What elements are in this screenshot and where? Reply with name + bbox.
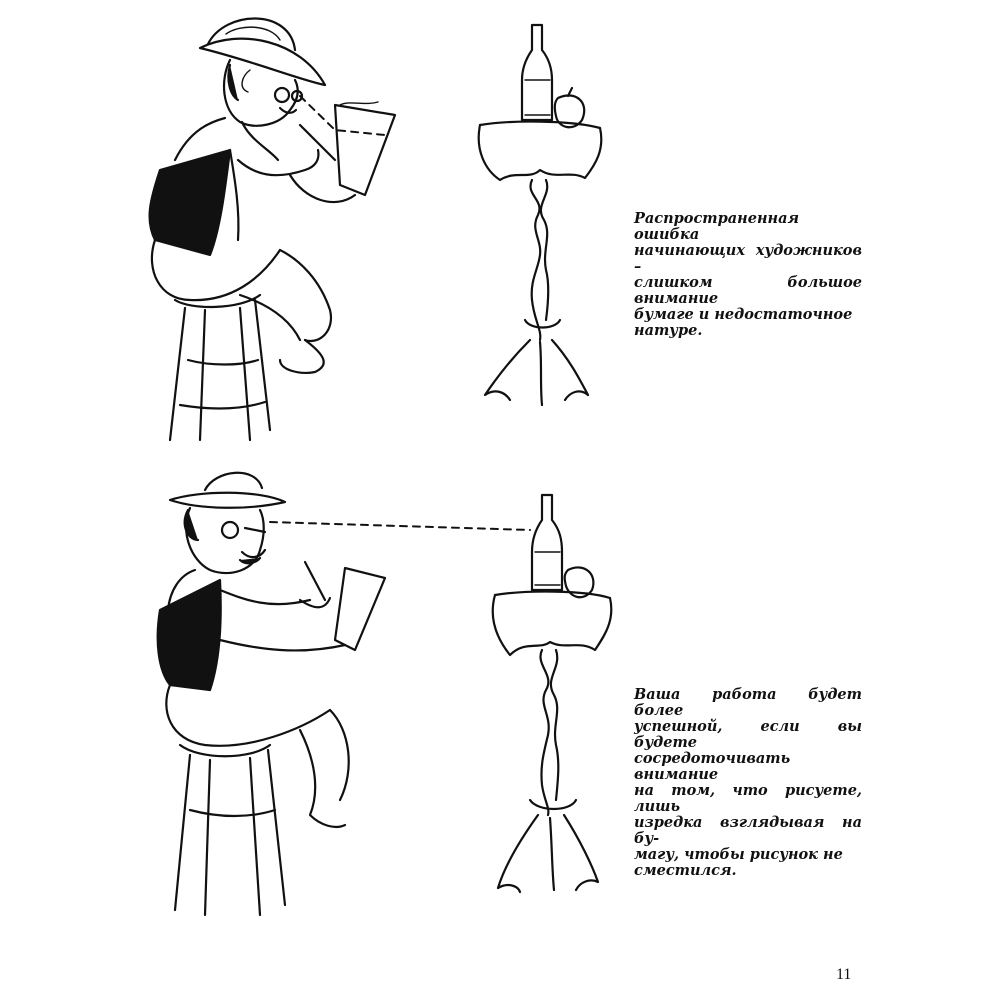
illustration-still-life-top — [470, 20, 610, 410]
illustration-artist-looking-at-paper — [130, 10, 430, 450]
caption-common-mistake: Распространенная ошибка начинающих художников – слишком большое внимание бумаге и недостаточное натуре. — [634, 210, 862, 339]
page-number: 11 — [836, 966, 852, 983]
caption-advice: Ваша работа будет более успешной, если вы будете сосредоточивать внимание на том, что рисуете, лишь изредка взглядывая на бу- магу, чтобы рисунок не сместился. — [634, 686, 862, 879]
illustration-still-life-bottom — [480, 490, 620, 900]
